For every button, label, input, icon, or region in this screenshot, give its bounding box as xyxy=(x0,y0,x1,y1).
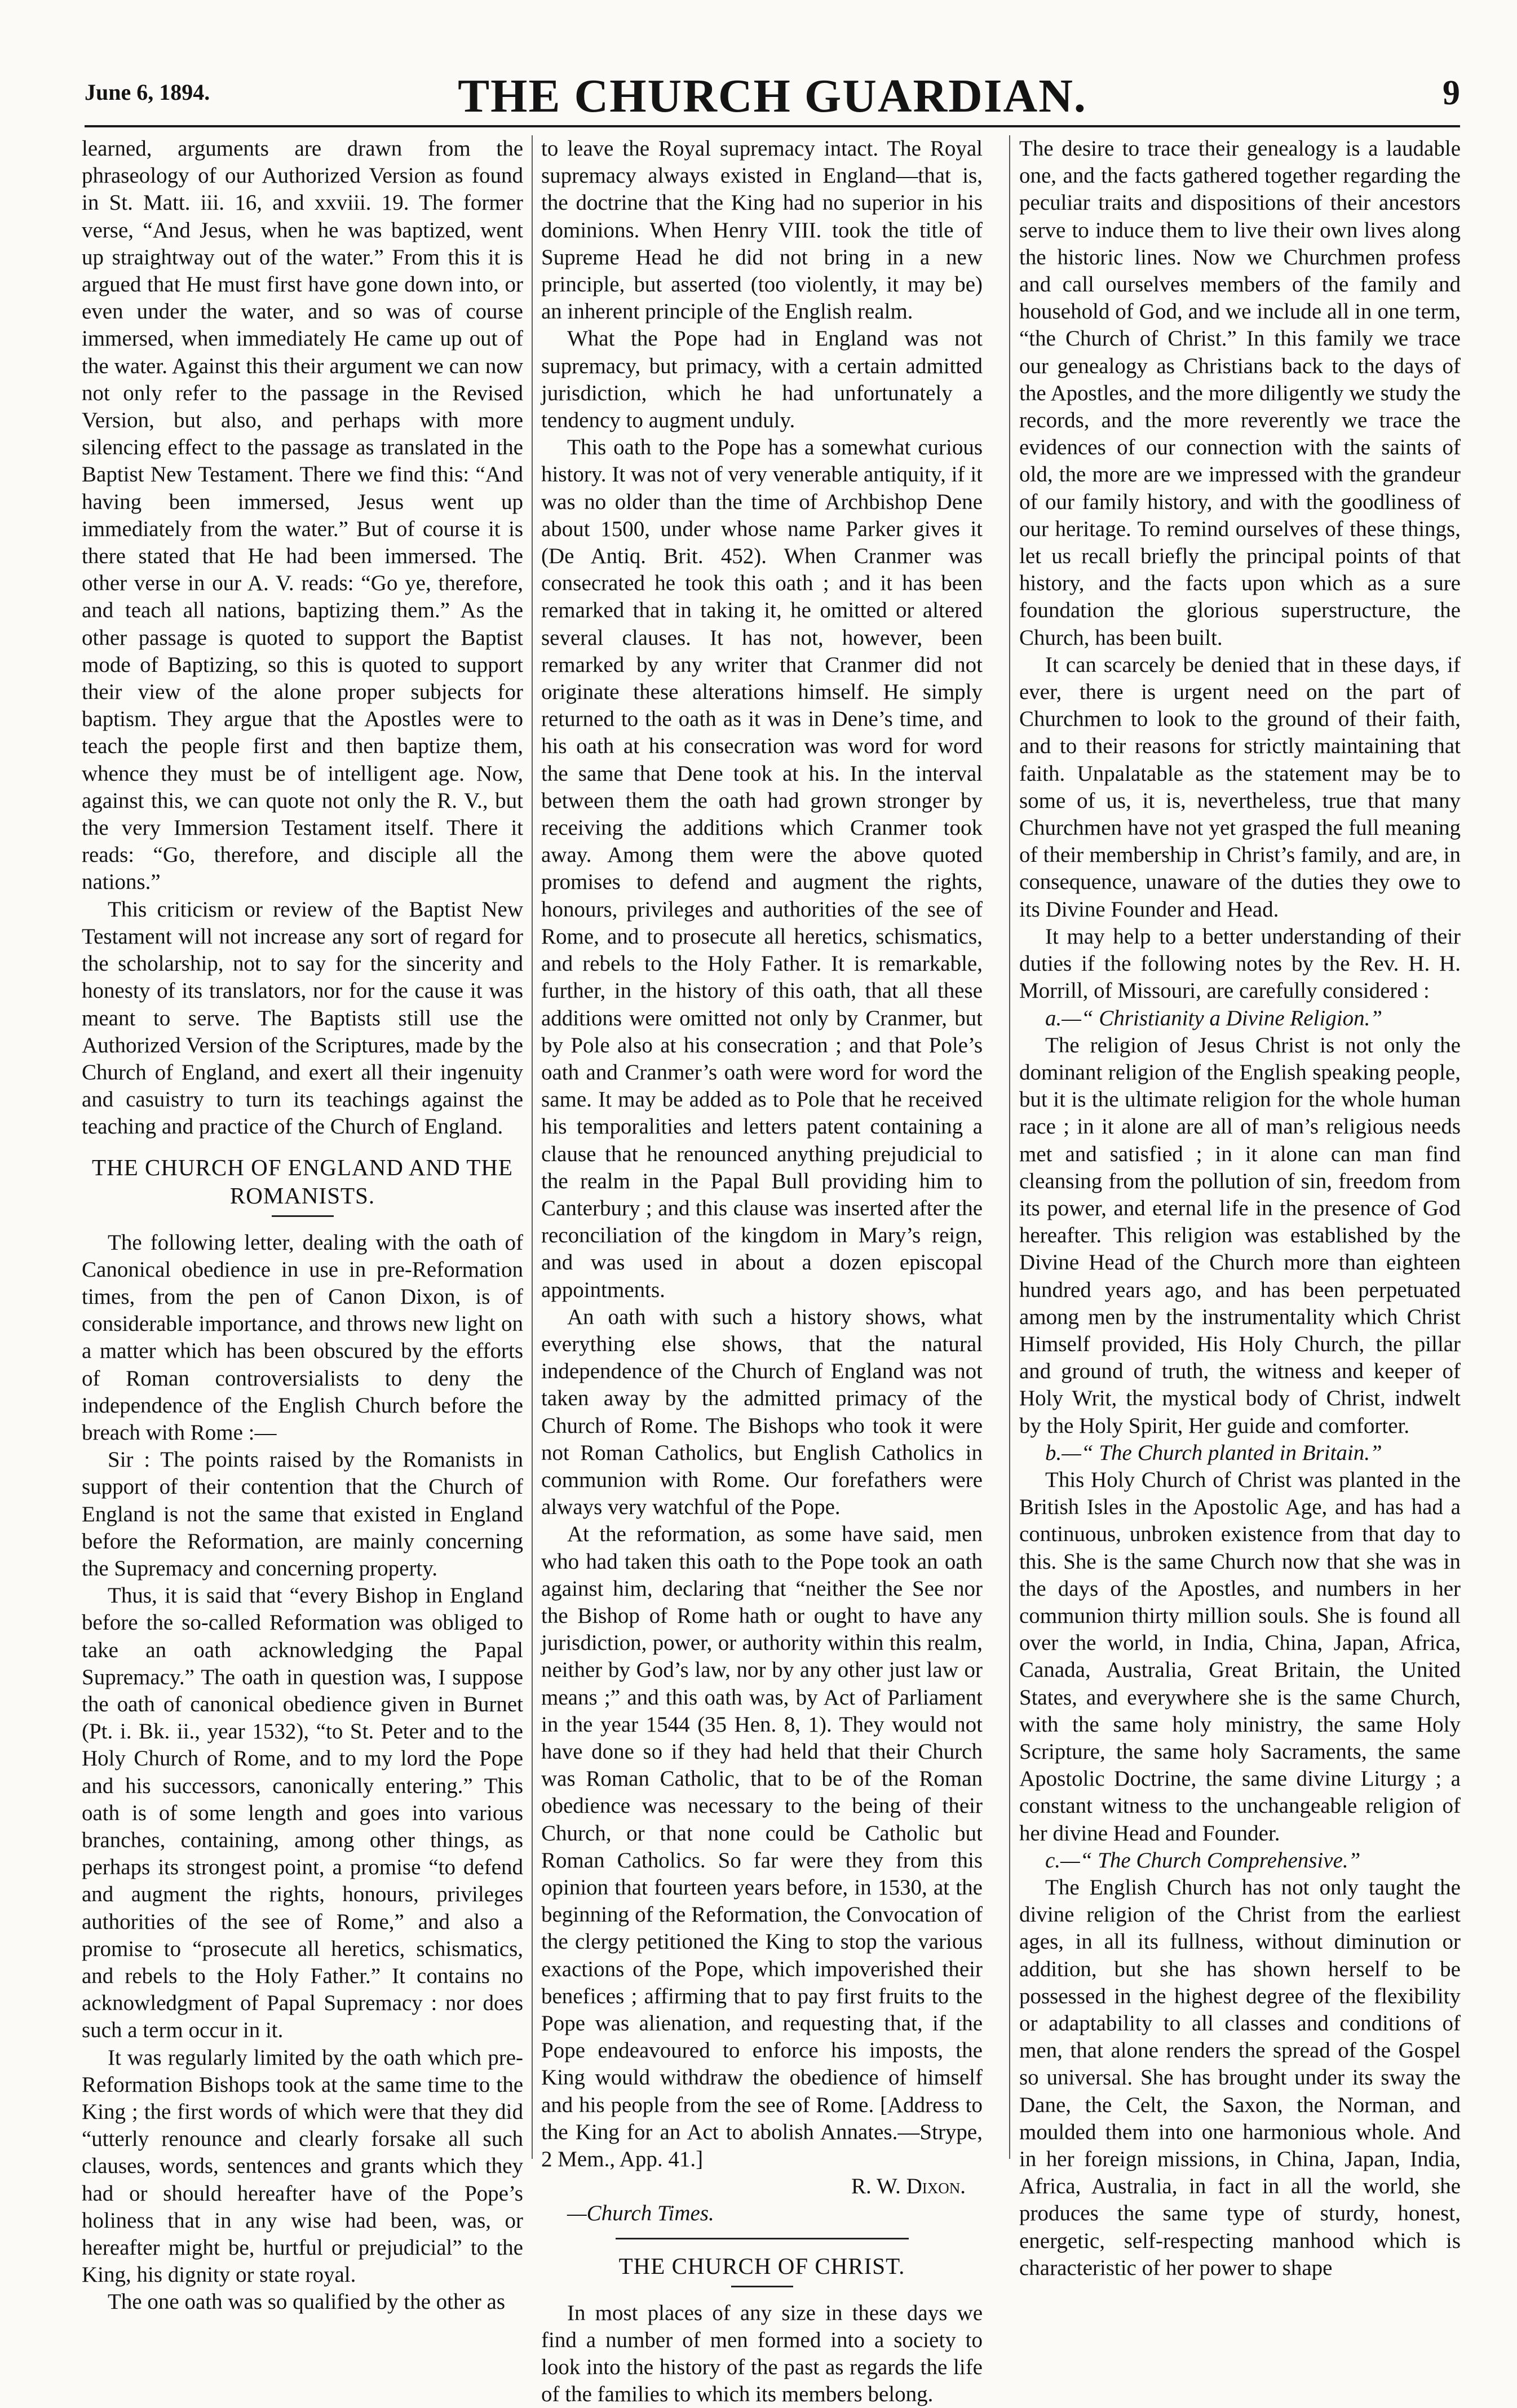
article-heading: THE CHURCH OF ENGLAND AND THE ROMANISTS. xyxy=(92,1154,513,1209)
paragraph: What the Pope had in England was not supremacy, but primacy, with a certain admitted jurisdiction, which he had unfortunately a tendency to augment unduly. xyxy=(541,326,983,433)
paragraph: This oath to the Pope has a somewhat curious history. It was not of very venerable antiquity, if it was no older than the time of Archbishop Dene about 1500, under whose name Parker gives it (De Antiq. Brit. 452). When Cranmer was consecrated he took this oath ; and it has been remarked that in taking it, he omitted or altered several clauses. It has not, however, been remarked by any writer that Cranmer did not originate these alterations himself. He simply returned to the oath as it was in Dene’s time, and his oath at his consecration was word for word the same that Dene took at his. In the interval between them the oath had grown stronger by receiving the additions which Cranmer took away. Among them were the above quoted promises to defend and augment the rights, honours, privileges and authorities of the see of Rome, and to prosecute all heretics, schismatics, and rebels to the Holy Father. It is remarkable, further, in the history of this oath, that all these additions were omitted not only by Cranmer, but by Pole also at his consecration ; and that Pole’s oath and Cranmer’s oath were word for word the same. It may be added as to Pole that he received his temporalities and letters patent containing a clause that he renounced anything prejudicial to the realm in the Papal Bull providing him to Canterbury ; and this clause was inserted after the reconciliation of the kingdom in Mary’s reign, and was used in about a dozen episcopal appointments. xyxy=(541,435,983,1302)
paragraph: This criticism or review of the Baptist New Testament will not increase any sort of regard for the scholarship, not to say for the sincerity and honesty of its translators, nor for the cause it was meant to serve. The Baptists still use the Authorized Version of the Scriptures, made by the Church of England, and exert all their ingenuity and casuistry to turn its teachings against the teaching and practice of the Church of England. xyxy=(82,897,523,1139)
paragraph: In most places of any size in these days we find a number of men formed into a society to look into the history of the past as regards the life of the families to which its members belong. xyxy=(541,2300,983,2407)
paragraph: learned, arguments are drawn from the phraseology of our Authorized Version as found in St. Matt. iii. 16, and xxviii. 19. The former verse, “And Jesus, when he was baptized, went up straightway out of the water.” From this it is argued that He must first have gone down into, or even under the water, and so was of course immersed, when immediately He came up out of the water. Against this their argument we can now not only refer to the passage in the Revised Version, but also, and perhaps with more silencing effect to the passage as translated in the Baptist New Testament. There we find this: “And having been immersed, Jesus went up immediately from the water.” But of course it is there stated that He had been immersed. The other verse in our A. V. reads: “Go ye, therefore, and teach all nations, baptizing them.” As the other passage is quoted to support the Baptist mode of Baptizing, so this is quoted to support their view of the alone proper subjects for baptism. They argue that the Apostles were to teach the people first and then baptize them, whence they must be of intelligent age. Now, against this, we can quote not only the R. V., but the very Immersion Testament itself. There it reads: “Go, therefore, and disciple all the nations.” xyxy=(82,136,523,895)
paragraph: The English Church has not only taught the divine religion of the Christ from the earliest ages, in all its fullness, without diminution or addition, but she has shown herself to be possessed in the highest degree of the flexibility or adaptability to all classes and conditions of men, that alone renders the spread of the Gospel so universal. She has brought under its sway the Dane, the Celt, the Saxon, the Norman, and moulded them into one harmonious whole. And in her foreign missions, in China, Japan, India, Africa, Australia, in fact in all the world, she produces the same type of sturdy, honest, energetic, self-respecting manhood which is characteristic of her power to shape xyxy=(1019,1875,1461,2280)
section-rule xyxy=(616,2238,909,2239)
subheading: a.—“ Christianity a Divine Religion.” xyxy=(1045,1006,1383,1030)
newspaper-title: THE CHURCH GUARDIAN. xyxy=(458,70,1087,122)
heading-rule xyxy=(731,2286,793,2287)
column-divider xyxy=(1009,135,1010,2159)
paragraph: It can scarcely be denied that in these days, if ever, there is urgent need on the part of Churchmen to look to the ground of their faith, and to their reasons for strictly maintaining that faith. Unpalatable as the statement may be to some of us, it is, nevertheless, true that many Churchmen have not yet grasped the full meaning of their membership in Christ’s family, and are, in consequence, unaware of the duties they owe to its Divine Founder and Head. xyxy=(1019,652,1461,922)
paragraph: The following letter, dealing with the oath of Canonical obedience in use in pre-Reformation times, from the pen of Canon Dixon, is of considerable importance, and throws new light on a matter which has been obscured by the efforts of Roman controversialists to deny the independence of the English Church before the breach with Rome :— xyxy=(82,1230,523,1445)
paragraph: The desire to trace their genealogy is a laudable one, and the facts gathered together regarding the peculiar traits and dispositions of their ancestors serve to induce them to live their own lives along the historic lines. Now we Churchmen profess and call ourselves members of the family and household of God, and we include all in one term, “the Church of Christ.” In this family we trace our genealogy as Christians back to the days of the Apostles, and the more diligently we study the records, and the more reverently we trace the evidences of our connection with the saints of old, the more are we impressed with the grandeur of our family history, and with the goodliness of our heritage. To remind ourselves of these things, let us recall briefly the principal points of that history, and the facts upon which as a sure foundation the glorious superstructure, the Church, has been built. xyxy=(1019,136,1461,650)
paragraph: The religion of Jesus Christ is not only the dominant religion of the English speaking people, but it is the ultimate religion for the whole human race ; in it alone are all of man’s religious needs met and satisfied ; in it alone can man find cleansing from the pollution of sin, freedom from its power, and eternal life in the presence of God hereafter. This religion was established by the Divine Head of the Church more than eighteen hundred years ago, and has been perpetuated among men by the instrumentality which Christ Himself provided, His Holy Church, the pillar and ground of truth, the witness and keeper of Holy Writ, the mystical body of Christ, indwelt by the Holy Spirit, Her guide and comforter. xyxy=(1019,1033,1461,1438)
column-divider xyxy=(532,135,533,2159)
page-number: 9 xyxy=(1443,74,1460,112)
column-1 xyxy=(82,135,523,2314)
heading-rule xyxy=(272,1215,334,1217)
paragraph: This Holy Church of Christ was planted in the British Isles in the Apostolic Age, and has had a continuous, unbroken existence from that day to this. She is the same Church now that she was in the days of the Apostles, and numbers in her communion thirty million souls. She is found all over the world, in India, China, Japan, Africa, Canada, Australia, Great Britain, the United States, and everywhere she is the same Church, with the same holy ministry, the same Holy Scripture, the same holy Sacraments, the same Apostolic Doctrine, the same divine Liturgy ; a constant witness to the unchangeable religion of her divine Head and Founder. xyxy=(1019,1467,1461,1845)
paragraph: Sir : The points raised by the Romanists in support of their contention that the Church of England is not the same that existed in England before the Reformation, are mainly concerning the Supremacy and concerning property. xyxy=(82,1448,523,1581)
paragraph: The one oath was so qualified by the other as xyxy=(108,2290,506,2314)
paragraph: It may help to a better understanding of their duties if the following notes by the Rev. H. H. Morrill, of Missouri, are carefully considered : xyxy=(1019,924,1461,1003)
column-3 xyxy=(1019,135,1461,2280)
subheading: b.—“ The Church planted in Britain.” xyxy=(1045,1440,1382,1465)
paragraph: At the reformation, as some have said, men who had taken this oath to the Pope took an oath against him, declaring that “neither the See nor the Bishop of Rome hath or ought to have any jurisdiction, power, or authority within this realm, neither by God’s law, nor by any other just law or means ;” and this oath was, by Act of Parliament in the year 1544 (35 Hen. 8, 1). They would not have done so if they had held that their Church was Roman Catholic, that to be of the Roman obedience was necessary to the being of their Church, or that none could be Catholic but Roman Catholics. So far were they from this opinion that fourteen years before, in 1530, at the beginning of the Reformation, the Convocation of the clergy petitioned the King to stop the various exactions of the Pope, which impoverished their benefices ; affirming that to pay first fruits to the Pope was alienation, and requesting that, if the Pope endeavoured to enforce his imposts, the King would withdraw the obedience of himself and his people from the see of Rome. [Address to the King for an Act to abolish Annates.—Strype, 2 Mem., App. 41.] xyxy=(541,1522,983,2172)
paragraph: to leave the Royal supremacy intact. The Royal supremacy always existed in England—that is, the doctrine that the King had no superior in his dominions. When Henry VIII. took the title of Supreme Head he did not bring in a new principle, but asserted (too violently, it may be) an inherent principle of the English realm. xyxy=(541,136,983,324)
masthead-rule xyxy=(85,125,1460,127)
author-signature: R. W. Dixon. xyxy=(851,2174,966,2199)
article-heading: THE CHURCH OF CHRIST. xyxy=(618,2252,905,2279)
masthead xyxy=(85,63,1460,131)
paragraph: Thus, it is said that “every Bishop in England before the so-called Reformation was obliged to take an oath acknowledging the Papal Supremacy.” The oath in question was, I suppose the oath of canonical obedience given in Burnet (Pt. i. Bk. ii., year 1532), “to St. Peter and to the Holy Church of Rome, and to my lord the Pope and his successors, canonically entering.” This oath is of some length and goes into various branches, containing, among other things, as perhaps its strongest point, a promise “to defend and augment the rights, honours, privileges authorities of the see of Rome,” and also a promise to “prosecute all heretics, schismatics, and rebels to the Holy Father.” It contains no acknowledgment of Papal Supremacy : nor does such a term occur in it. xyxy=(82,1583,523,2043)
column-2 xyxy=(541,135,983,2407)
subheading: c.—“ The Church Comprehensive.” xyxy=(1045,1848,1361,1873)
source-credit: —Church Times. xyxy=(567,2201,714,2226)
issue-date: June 6, 1894. xyxy=(85,79,210,105)
paragraph: An oath with such a history shows, what everything else shows, that the natural independence of the Church of England was not taken away by the admitted primacy of the Church of Rome. The Bishops who took it were not Roman Catholics, but English Catholics in communion with Rome. Our forefathers were always very watchful of the Pope. xyxy=(541,1304,983,1520)
paragraph: It was regularly limited by the oath which pre-Reformation Bishops took at the same time to the King ; the first words of which were that they did “utterly renounce and clearly forsake all such clauses, words, sentences and grants which they had or should hereafter have of the Pope’s holiness that in any wise had been, was, or hereafter might be, hurtful or prejudicial” to the King, his dignity or state royal. xyxy=(82,2045,523,2287)
